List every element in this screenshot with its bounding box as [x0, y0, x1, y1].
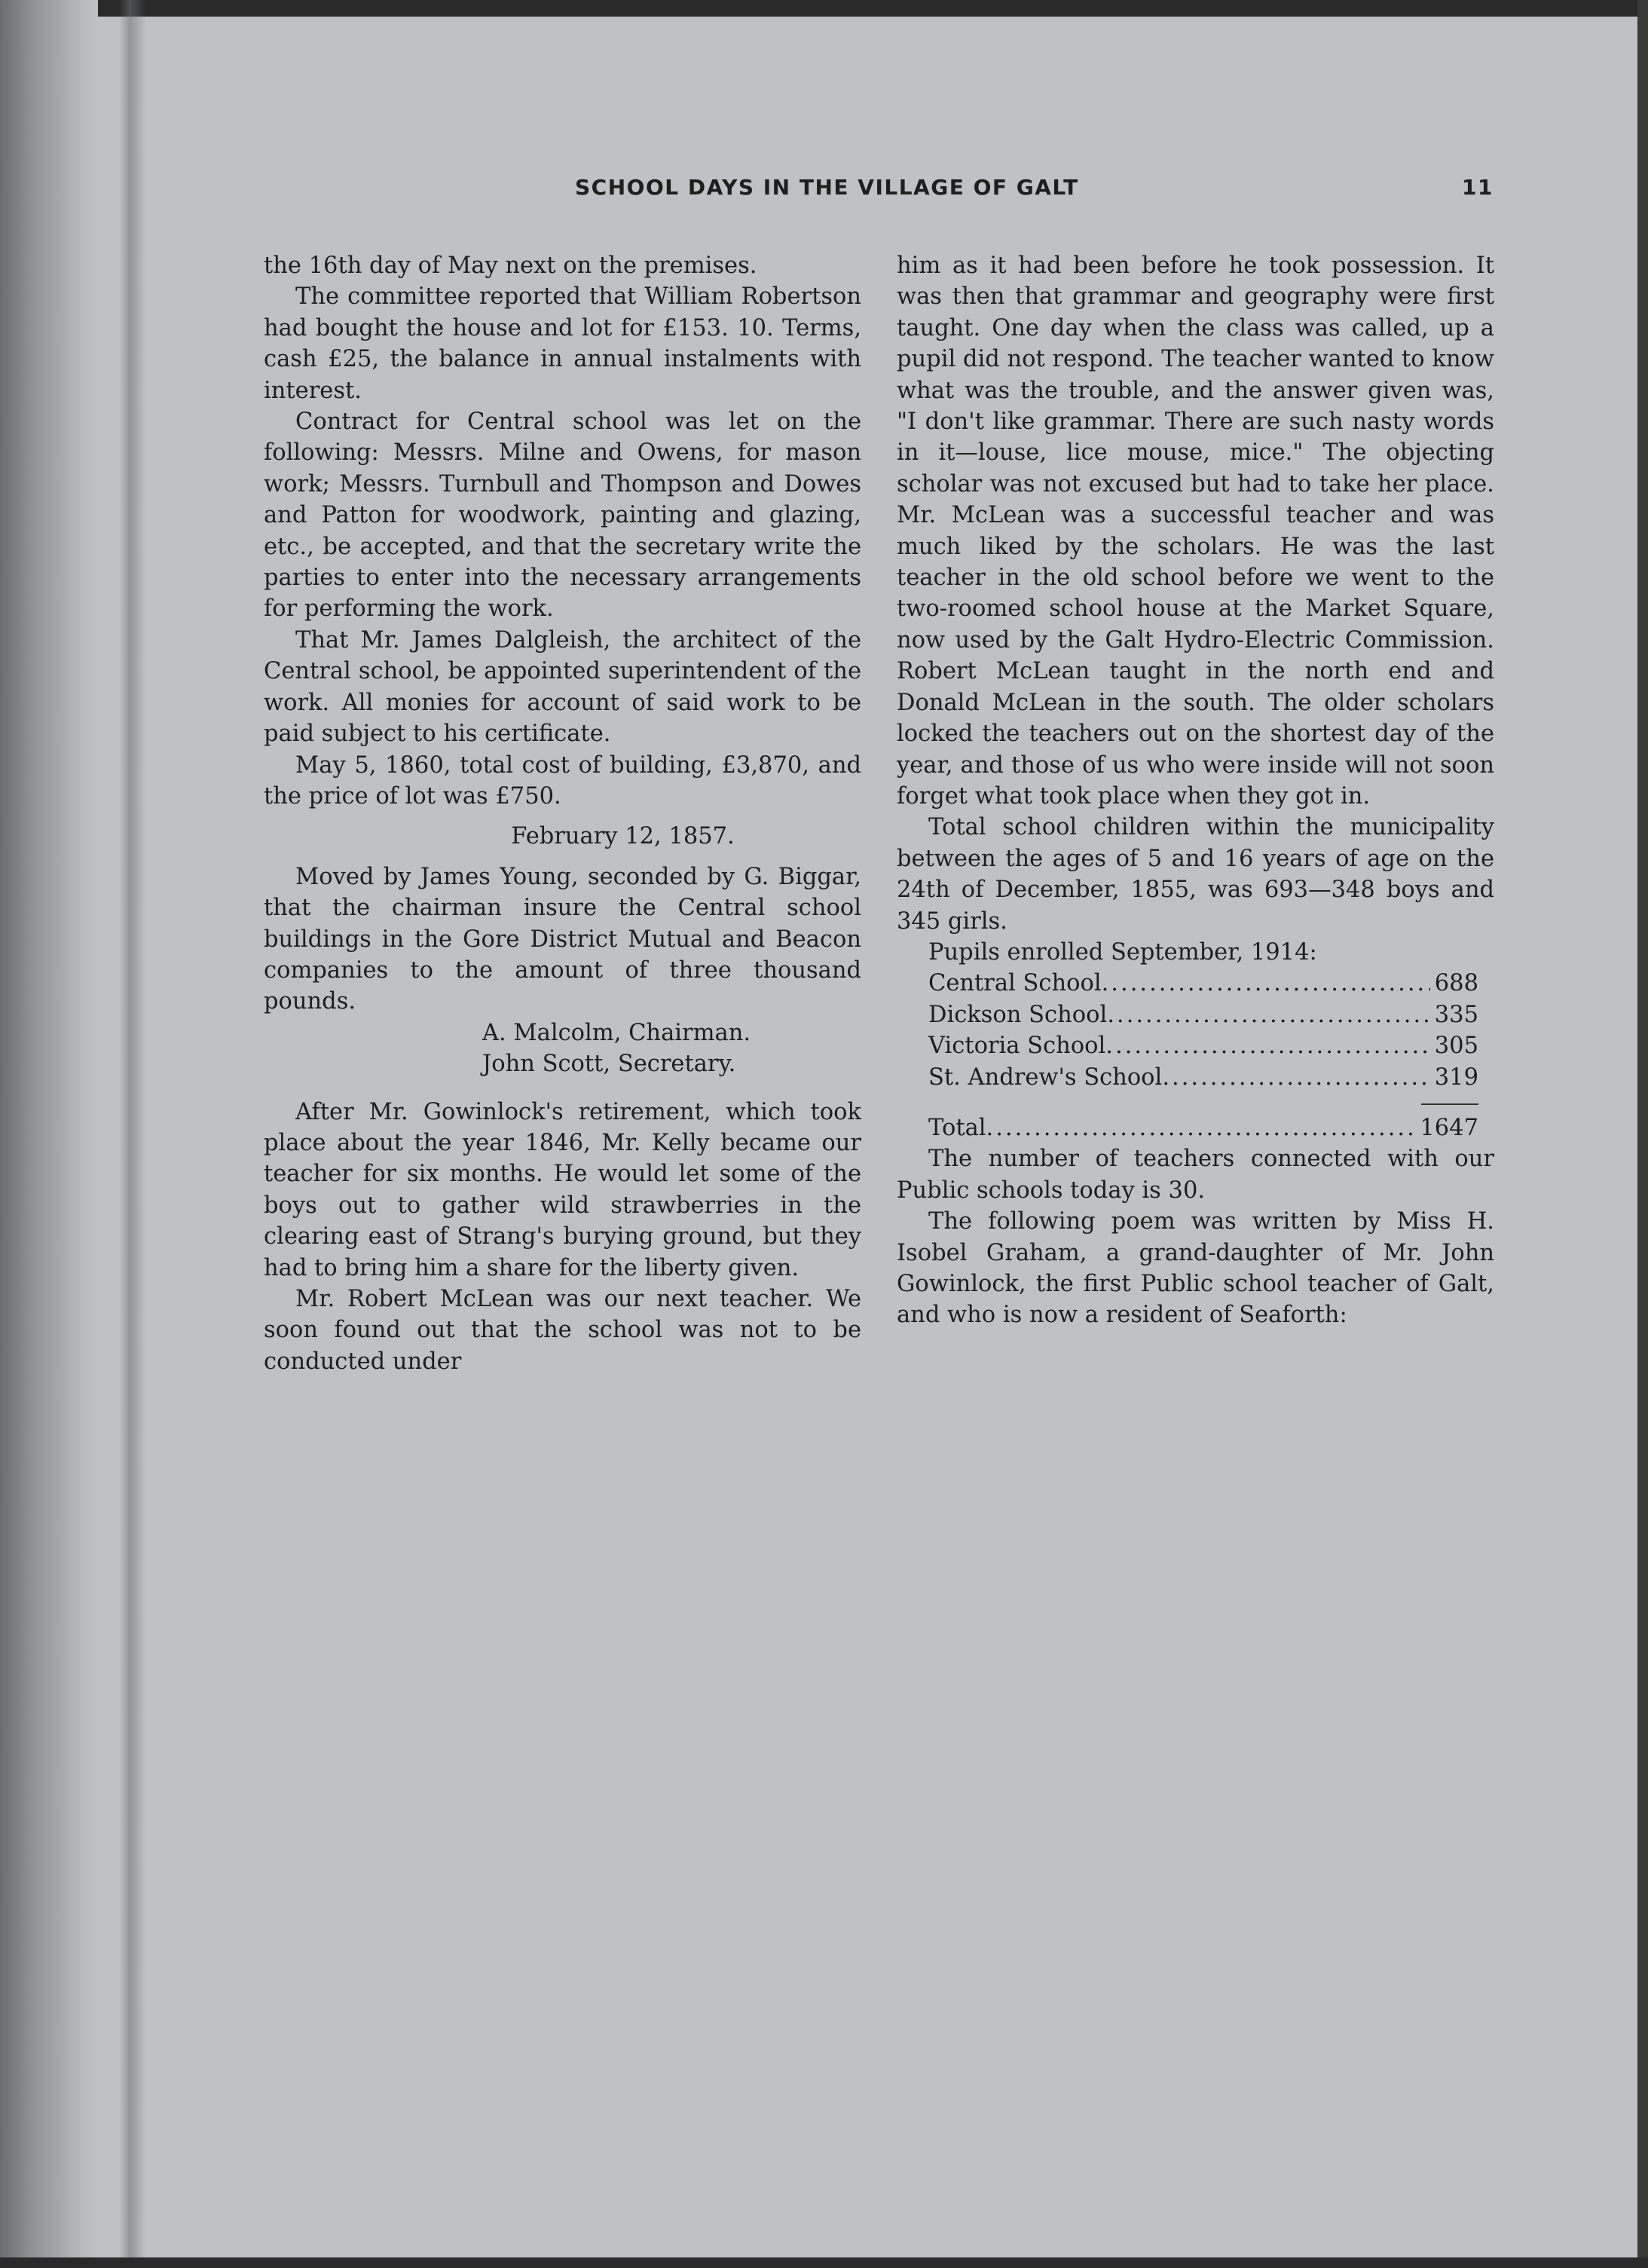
paragraph: The committee reported that William Robertson had bought the house and lot for £153. 10. Terms, cash £25, the balance in annual instalments with interest.: [264, 283, 861, 404]
paragraph: Mr. Robert McLean was our next teacher. We soon found out that the school was not to be conducted under: [264, 1286, 861, 1375]
running-title: SCHOOL DAYS IN THE VILLAGE OF GALT: [575, 175, 1079, 200]
total-row: [928, 1113, 1478, 1143]
school-count: 319: [1434, 1064, 1478, 1091]
dot-leader: [986, 1113, 1416, 1143]
school-count: 305: [1434, 1033, 1478, 1060]
enrollment-table: [928, 968, 1478, 1143]
paragraph: That Mr. James Dalgleish, the architect of the Central school, be appointed superintendent of the work. All monies for account of said work to be paid subject to his certificate.: [264, 626, 861, 748]
school-count: 335: [1434, 1001, 1478, 1028]
paragraph: the 16th day of May next on the premises.: [264, 253, 757, 279]
paragraph: Contract for Central school was let on the following: Messrs. Milne and Owens, for mason work; Messrs. Turnbull and Thompson and Dowes and Patton for woodwork, painting and glazing, etc., be accepted, and that the secretary write the parties to enter into the necessary arrangements for performing the work.: [264, 409, 861, 623]
table-row: [928, 1030, 1478, 1061]
paragraph: May 5, 1860, total cost of building, £3,870, and the price of lot was £750.: [264, 751, 861, 810]
total-label: Total: [928, 1114, 986, 1141]
signature-secretary: John Scott, Secretary.: [482, 1051, 736, 1078]
paragraph: The number of teachers connected with our Public schools today is 30.: [897, 1146, 1494, 1204]
table-row: [928, 1062, 1478, 1093]
school-name: Victoria School: [928, 1033, 1106, 1060]
right-column: [897, 250, 1494, 1331]
school-name: Dickson School: [928, 1001, 1108, 1028]
school-name: Central School: [928, 970, 1102, 997]
dot-leader: [1105, 1030, 1430, 1061]
paragraph: Moved by James Young, seconded by G. Biggar, that the chairman insure the Central school buildings in the Gore District Mutual and Beacon companies to the amount of three thousand pounds.: [264, 863, 861, 1015]
page-number: 11: [1462, 175, 1494, 200]
left-column: [264, 250, 861, 1377]
paragraph: him as it had been before he took possession. It was then that grammar and geography were first taught. One day when the class was called, up a pupil did not respond. The teacher wanted to know what was the trouble, and the answer given was, "I don't like grammar. There are such nasty words in it—louse, lice mouse, mice." The objecting scholar was not excused but had to take her place. Mr. McLean was a successful teacher and was much liked by the scholars. He was the last teacher in the old school before we went to the two-roomed school house at the Market Square, now used by the Galt Hydro-Electric Commission. Robert McLean taught in the north end and Donald McLean in the south. The older scholars locked the teachers out on the shortest day of the year, and those of us who were inside will not soon forget what took place when they got in.: [897, 253, 1494, 810]
school-count: 688: [1434, 970, 1478, 997]
total-value: 1647: [1420, 1114, 1478, 1141]
paragraph: Total school children within the municipality between the ages of 5 and 16 years of age on the 24th of December, 1855, was 693—348 boys and 345 girls.: [897, 814, 1494, 935]
dot-leader: [1107, 999, 1430, 1030]
running-header: [264, 172, 1500, 210]
dateline: February 12, 1857.: [511, 823, 735, 850]
dot-leader: [1162, 1062, 1429, 1093]
enrollment-heading: Pupils enrolled September, 1914:: [928, 938, 1317, 966]
dot-leader: [1102, 968, 1430, 999]
table-row: [928, 999, 1478, 1030]
paragraph: After Mr. Gowinlock's retirement, which took place about the year 1846, Mr. Kelly became our teacher for six months. He would let some of the boys out to gather wild strawberries in the clearing east of Strang's burying ground, but they had to bring him a share for the liberty given.: [264, 1098, 861, 1281]
table-row: [928, 968, 1478, 999]
sum-rule: [1421, 1103, 1478, 1105]
paragraph: The following poem was written by Miss H. Isobel Graham, a grand-daughter of Mr. John Gowinlock, the first Public school teacher of Galt, and who is now a resident of Seaforth:: [897, 1208, 1494, 1329]
school-name: St. Andrew's School: [928, 1064, 1163, 1091]
signature-chairman: A. Malcolm, Chairman.: [482, 1019, 751, 1046]
